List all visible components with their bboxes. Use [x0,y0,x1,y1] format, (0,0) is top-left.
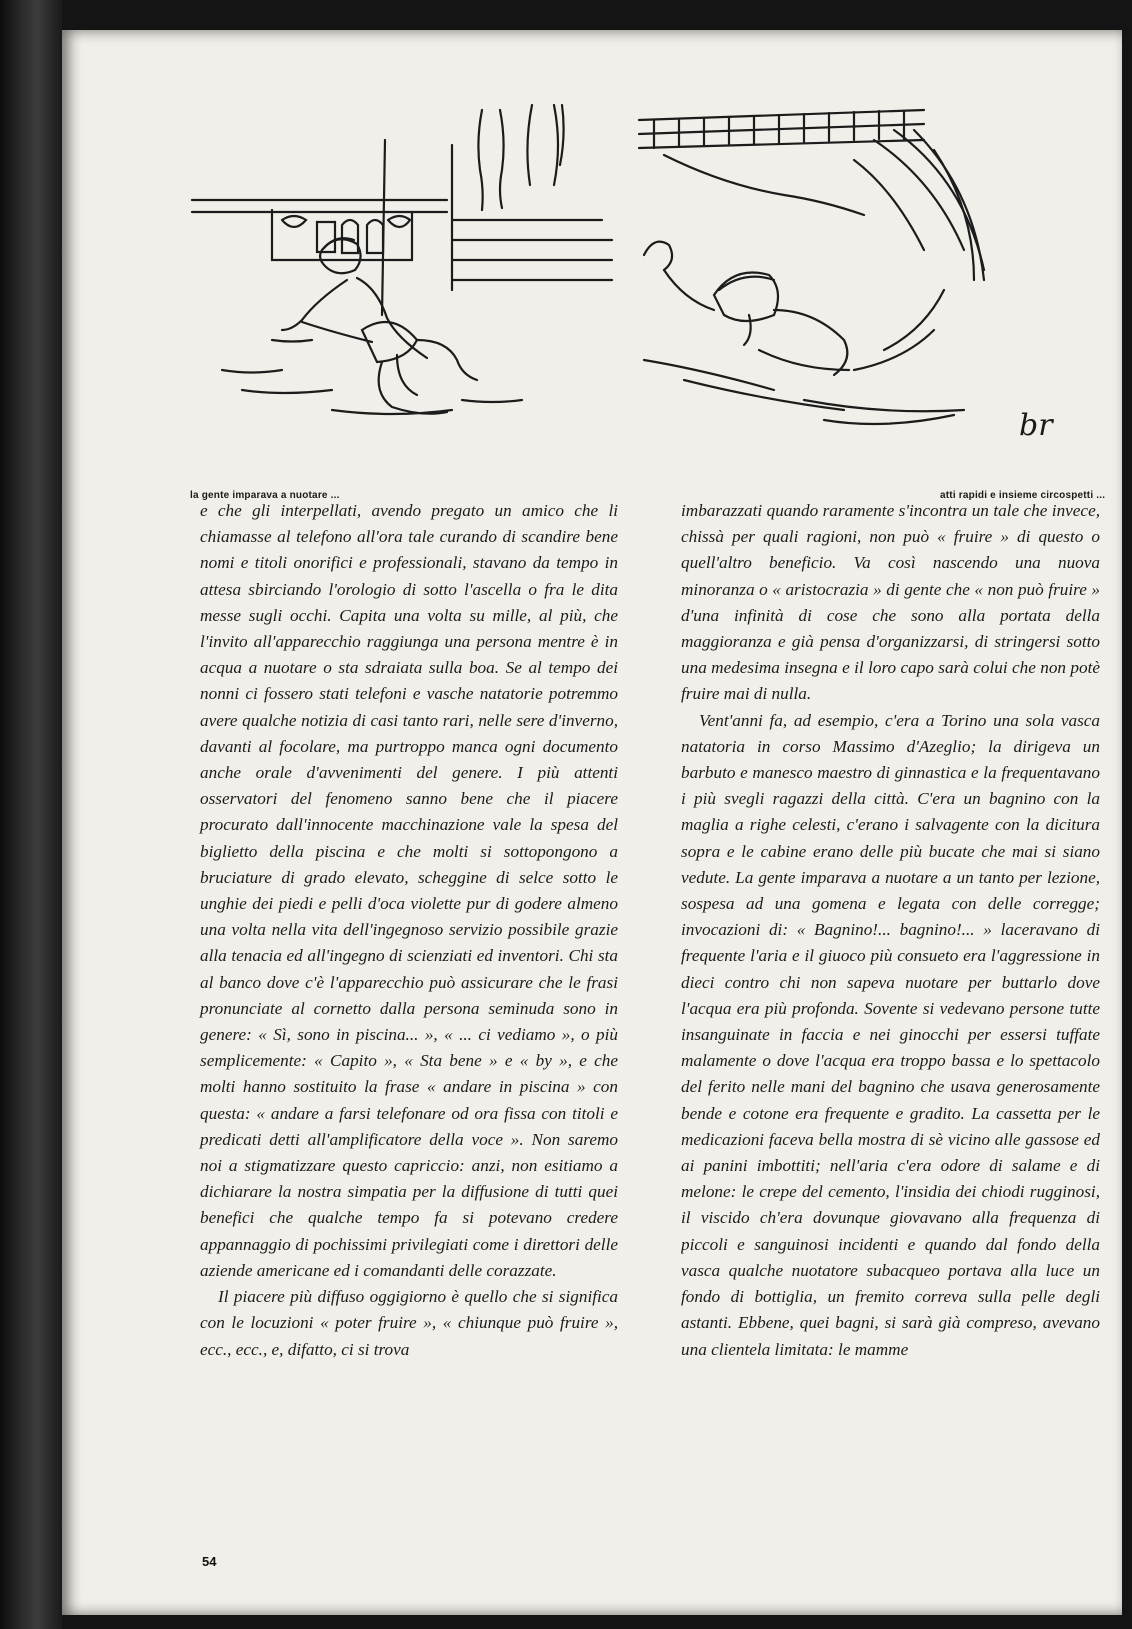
paragraph: imbarazzati quando raramente s'incontra un tale che invece, chissà per quali ragioni, non può « fruire » di questo o quell'altro beneficio. Va così nascendo una nuova minoranza o « aristocrazia » di gente che « non può fruire » d'una infinità di cose che sono alla portata della maggioranza e già pensa d'organizzarsi, di stringersi sotto una medesima insegna e il loro capo sarà colui che non potè fruire mai di nulla. [681,501,1100,704]
book-binding [0,0,62,1629]
right-illustration [624,100,1064,455]
article-column-left [200,498,618,1363]
left-illustration [182,100,622,455]
paragraph: Vent'anni fa, ad esempio, c'era a Torino una sola vasca natatoria in corso Massimo d'Azeglio; la dirigeva un barbuto e manesco maestro di ginnastica e la frequentavano i più svegli ragazzi della città. C'era un bagnino con la maglia a righe celesti, c'erano i salvagente con la dicitura sopra e le cabine erano delle più bucate che mai si siano vedute. La gente imparava a nuotare a un tanto per lezione, sospesa ad una gomena e legata con delle corregge; invocazioni di: « Bagnino!... bagnino!... » laceravano di frequente l'aria e il giuoco più consueto era l'aggressione in dieci contro chi non sapeva nuotare per buttarlo dove l'acqua era più profonda. Sovente si vedevano persone tutte insanguinate in faccia e nei ginocchi per essersi tuffate malamente o dove l'acqua era troppo bassa e lo spettacolo del ferito nelle mani del bagnino che usava generosamente bende e cotone era frequente e gradito. La cassetta per le medicazioni faceva bella mostra di sè vicino alle gassose ed ai panini imbottiti; nell'aria c'era odore di salame e di melone: le crepe del cemento, l'insidia dei chiodi rugginosi, il viscido ch'era dovunque giovavano alla frequenza di piccoli e sanguinosi incidenti e quando dal fondo della vasca qualche nuotatore subacqueo portava alla luce un fondo di bottiglia, un fremito correva sulla pelle degli astanti. Ebbene, quei bagni, si sarà già compreso, avevano una clientela limitata: le mamme [681,710,1100,1359]
right-caption: atti rapidi e insieme circospetti ... [940,490,1106,501]
paragraph: e che gli interpellati, avendo pregato un amico che li chiamasse al telefono all'ora tale curando di scandire bene nomi e titoli onorifici e professionali, stavano da tempo in attesa sbirciando l'orologio di sotto l'ascella o fra le dita messe sugli occhi. Capita una volta su mille, al più, che l'invito all'apparecchio raggiunga una persona mentre è in acqua a nuotare o sta sdraiata sulla boa. Se al tempo dei nonni ci fossero stati telefoni e vasche natatorie potremmo avere qualche notizia di casi tanto rari, nelle sere d'inverno, davanti al focolare, ma purtroppo manca ogni documento anche orale d'avvenimenti del genere. I più attenti osservatori del fenomeno sanno bene che il piacere procurato dall'innocente macchinazione vale la spesa del biglietto della piscina e che molti si sottopongono a bruciature di grado elevato, scheggine di selce sotto le unghie dei piedi e pelli d'oca violette pur di godere almeno una volta nella vita dell'ingegnoso servizio possibile grazie alla tenacia ed all'ingegno di scienziati ed inventori. Chi sta al banco dove c'è l'apparecchio può assicurare che le frasi pronunciate al cornetto dalla persona seminuda sono in genere: « Sì, sono in piscina... », « ... ci vediamo », o più semplicemente: « Capito », « Sta bene » e « by », e che molti hanno sostituito la frase « andare in piscina » con questa: « andare a farsi telefonare od ora fissa con titoli e predicati detti all'amplificatore della voce ». Non saremo noi a stigmatizzare questo capriccio: anzi, non esitiamo a dichiarare la nostra simpatia per la diffusione di tutti quei benefici che qualche tempo fa si potevano credere appannaggio di pochissimi privilegiati come i direttori delle aziende americane ed i comandanti delle corazzate. [200,501,618,1280]
artist-signature: br [1019,408,1053,443]
left-caption: la gente imparava a nuotare ... [190,490,340,501]
splashing-swimmer-illustration [624,100,1064,455]
paragraph: Il piacere più diffuso oggigiorno è quello che si significa con le locuzioni « poter fruire », « chiunque può fruire », ecc., ecc., e, difatto, ci si trova [200,1287,618,1359]
page-number: 54 [202,1554,217,1569]
article-column-right [681,498,1100,1538]
swimmer-on-rope-illustration [182,100,622,455]
